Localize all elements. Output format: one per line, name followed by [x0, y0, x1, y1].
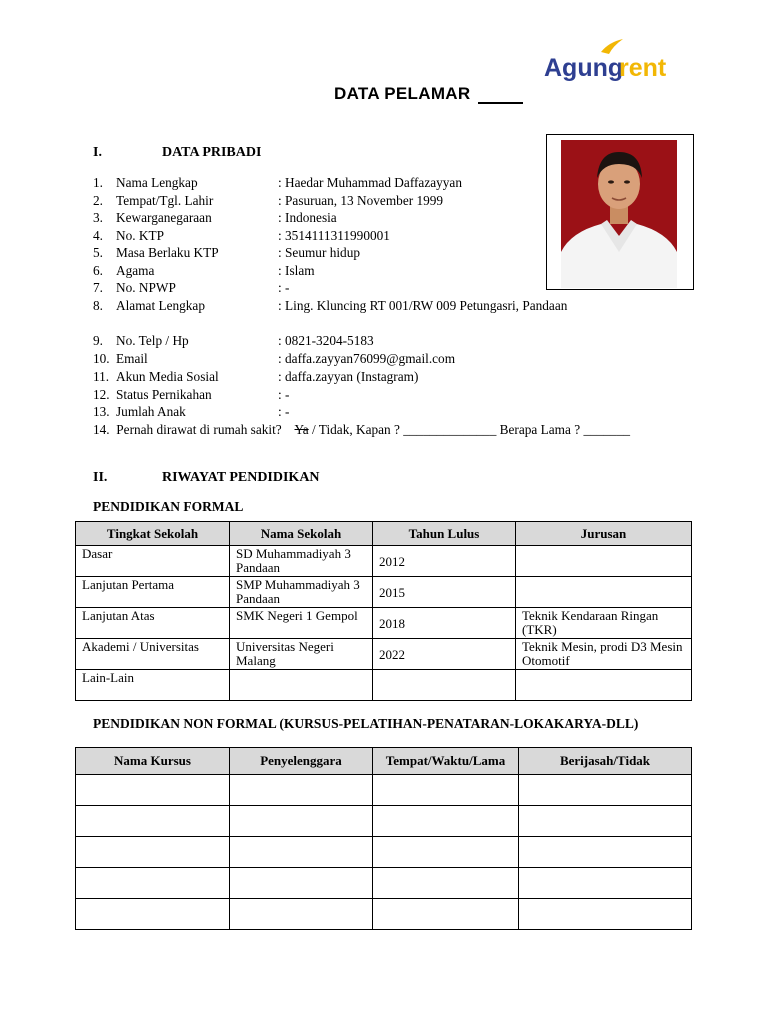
- section-number: II.: [93, 470, 108, 485]
- nonformal-education-table: [75, 747, 692, 930]
- table-cell: Teknik Kendaraan Ringan (TKR): [516, 608, 692, 639]
- field-label: Jumlah Anak: [116, 404, 186, 419]
- field-value: : daffa.zayyan76099@gmail.com: [278, 351, 456, 366]
- field-label: Akun Media Sosial: [116, 369, 219, 384]
- column-header: Tempat/Waktu/Lama: [373, 748, 519, 775]
- item-number: 7.: [93, 280, 103, 295]
- field-value: : Islam: [278, 263, 315, 278]
- item-number: 2.: [93, 193, 103, 208]
- field-label: Masa Berlaku KTP: [116, 245, 219, 260]
- table-cell: [519, 806, 692, 837]
- field-label: No. NPWP: [116, 280, 176, 295]
- column-header: Nama Kursus: [76, 748, 230, 775]
- table-row: [76, 608, 692, 639]
- item-number: 4.: [93, 228, 103, 243]
- table-cell: [373, 837, 519, 868]
- table-cell: Lanjutan Atas: [76, 608, 230, 639]
- option-ya-struck: Ya: [294, 422, 309, 437]
- table-cell: Lanjutan Pertama: [76, 577, 230, 608]
- item-number: 13.: [93, 404, 110, 419]
- table-cell: [76, 868, 230, 899]
- field-label: No. Telp / Hp: [116, 333, 189, 348]
- table-cell: SMP Muhammadiyah 3 Pandaan: [230, 577, 373, 608]
- table-row: [76, 899, 692, 930]
- table-cell: [519, 899, 692, 930]
- table-cell: [230, 670, 373, 701]
- page-title: DATA PELAMAR: [334, 84, 471, 103]
- item-number: 14.: [93, 422, 110, 437]
- table-cell: Lain-Lain: [76, 670, 230, 701]
- item-question: Pernah dirawat di rumah sakit?: [116, 422, 282, 437]
- field-label: No. KTP: [116, 228, 165, 243]
- column-header: Nama Sekolah: [230, 522, 373, 546]
- logo-text-rent: rent: [619, 54, 667, 82]
- field-value: : daffa.zayyan (Instagram): [278, 369, 419, 384]
- field-value: : Ling. Kluncing RT 001/RW 009 Petungasri, Pandaan: [278, 298, 568, 313]
- table-row: [76, 837, 692, 868]
- column-header: Berijasah/Tidak: [519, 748, 692, 775]
- table-cell: [516, 670, 692, 701]
- formal-education-table: [75, 521, 692, 701]
- table-cell: SD Muhammadiyah 3 Pandaan: [230, 546, 373, 577]
- table-cell: [76, 806, 230, 837]
- table-cell: SMK Negeri 1 Gempol: [230, 608, 373, 639]
- table-cell: [373, 806, 519, 837]
- table-cell: [76, 899, 230, 930]
- item-number: 11.: [93, 369, 110, 384]
- table-row: [76, 775, 692, 806]
- nonformal-education-heading: PENDIDIKAN NON FORMAL (KURSUS-PELATIHAN-PENATARAN-LOKAKARYA-DLL): [93, 716, 639, 731]
- table-cell: [519, 837, 692, 868]
- item-number: 6.: [93, 263, 103, 278]
- table-row: [76, 868, 692, 899]
- column-header: Penyelenggara: [230, 748, 373, 775]
- field-value: : Haedar Muhammad Daffazayyan: [278, 175, 462, 190]
- table-cell: [230, 868, 373, 899]
- table-row: [76, 577, 692, 608]
- field-label: Alamat Lengkap: [116, 298, 205, 313]
- field-label: Email: [116, 351, 148, 366]
- table-cell: [230, 899, 373, 930]
- table-cell: [516, 577, 692, 608]
- item-number: 10.: [93, 351, 110, 366]
- item-number: 3.: [93, 210, 103, 225]
- table-cell: Dasar: [76, 546, 230, 577]
- agungrent-logo: [543, 38, 683, 86]
- table-row: [76, 806, 692, 837]
- table-cell: [230, 775, 373, 806]
- hospital-question: [93, 422, 630, 438]
- applicant-photo-frame: [546, 134, 694, 290]
- field-label: Kewarganegaraan: [116, 210, 212, 225]
- item-number: 8.: [93, 298, 103, 313]
- item-number: 9.: [93, 333, 103, 348]
- section-title: RIWAYAT PENDIDIKAN: [162, 470, 320, 485]
- table-cell: Akademi / Universitas: [76, 639, 230, 670]
- item-number: 12.: [93, 387, 110, 402]
- table-cell: Universitas Negeri Malang: [230, 639, 373, 670]
- column-header: Tahun Lulus: [373, 522, 516, 546]
- field-label: Nama Lengkap: [116, 175, 198, 190]
- field-value: : Indonesia: [278, 210, 337, 225]
- table-cell: [76, 837, 230, 868]
- table-cell: [230, 837, 373, 868]
- field-value: : -: [278, 404, 290, 419]
- table-cell: [230, 806, 373, 837]
- table-cell: [76, 775, 230, 806]
- table-cell: 2018: [373, 608, 516, 639]
- table-cell: [373, 670, 516, 701]
- field-value: : -: [278, 280, 290, 295]
- field-value: : 3514111311990001: [278, 228, 390, 243]
- table-row: [76, 639, 692, 670]
- section-title: DATA PRIBADI: [162, 145, 262, 160]
- field-value: : Pasuruan, 13 November 1999: [278, 193, 444, 208]
- field-label: Agama: [116, 263, 155, 278]
- field-value: : Seumur hidup: [278, 245, 360, 260]
- applicant-photo: [561, 140, 677, 288]
- field-value: : -: [278, 387, 290, 402]
- section-number: I.: [93, 145, 102, 160]
- table-cell: 2015: [373, 577, 516, 608]
- table-header-row: [76, 748, 692, 775]
- item-number: 5.: [93, 245, 103, 260]
- table-cell: [516, 546, 692, 577]
- table-row: [76, 670, 692, 701]
- column-header: Tingkat Sekolah: [76, 522, 230, 546]
- table-cell: [519, 868, 692, 899]
- item-rest: / Tidak, Kapan ? ______________ Berapa Lama ? _______: [312, 422, 630, 437]
- item-number: 1.: [93, 175, 103, 190]
- table-row: [76, 546, 692, 577]
- field-label: Tempat/Tgl. Lahir: [116, 193, 214, 208]
- table-cell: 2022: [373, 639, 516, 670]
- logo-text-agung: Agung: [544, 54, 624, 82]
- table-cell: [373, 899, 519, 930]
- table-header-row: [76, 522, 692, 546]
- field-label: Status Pernikahan: [116, 387, 212, 402]
- table-cell: [373, 775, 519, 806]
- table-cell: [519, 775, 692, 806]
- table-cell: 2012: [373, 546, 516, 577]
- table-cell: Teknik Mesin, prodi D3 Mesin Otomotif: [516, 639, 692, 670]
- field-value: : 0821-3204-5183: [278, 333, 374, 348]
- title-underline: [478, 102, 523, 104]
- formal-education-heading: PENDIDIKAN FORMAL: [93, 499, 244, 514]
- column-header: Jurusan: [516, 522, 692, 546]
- table-cell: [373, 868, 519, 899]
